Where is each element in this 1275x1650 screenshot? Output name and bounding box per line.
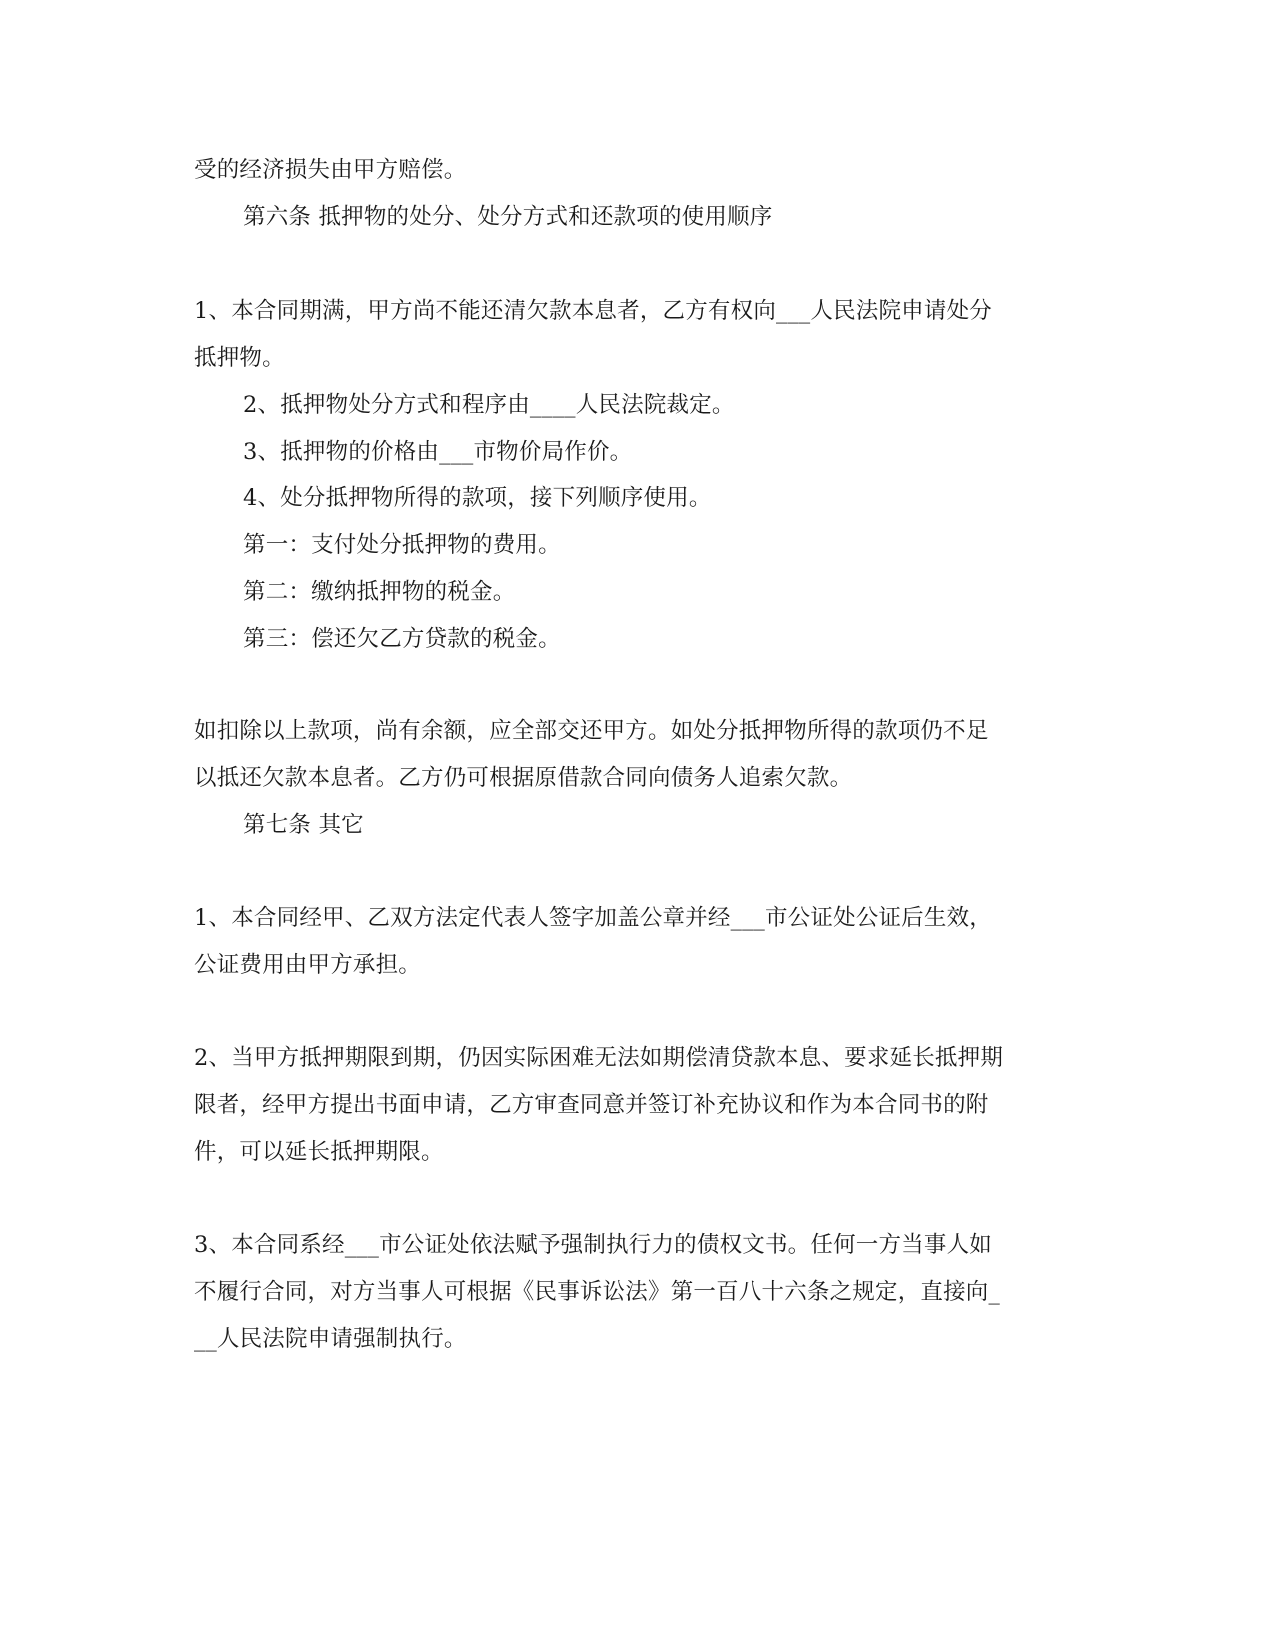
text-line: 件，可以延长抵押期限。 [194,1139,444,1165]
text-line: 抵押物。 [194,345,285,371]
text-line: 1、本合同期满，甲方尚不能还清欠款本息者，乙方有权向___人民法院申请处分 [194,298,992,324]
text-line: 限者，经甲方提出书面申请，乙方审查同意并签订补充协议和作为本合同书的附 [194,1092,989,1118]
article-6-heading: 第六条 抵押物的处分、处分方式和还款项的使用顺序 [243,204,773,230]
text-line: 第一：支付处分抵押物的费用。 [243,532,561,558]
text-line: 不履行合同，对方当事人可根据《民事诉讼法》第一百八十六条之规定，直接向_ [194,1279,1000,1305]
text-line: 3、抵押物的价格由___市物价局作价。 [243,439,633,465]
text-line: 1、本合同经甲、乙双方法定代表人签字加盖公章并经___市公证处公证后生效， [194,905,992,931]
text-line: 2、当甲方抵押期限到期，仍因实际困难无法如期偿清贷款本息、要求延长抵押期 [194,1045,1004,1071]
text-line: 第二：缴纳抵押物的税金。 [243,579,516,605]
text-line: 4、处分抵押物所得的款项，接下列顺序使用。 [243,485,712,511]
text-line: 公证费用由甲方承担。 [194,952,422,978]
article-7-heading: 第七条 其它 [243,812,364,838]
text-line: 以抵还欠款本息者。乙方仍可根据原借款合同向债务人追索欠款。 [194,765,853,791]
text-line: 受的经济损失由甲方赔偿。 [194,157,467,183]
text-line: __人民法院申请强制执行。 [194,1326,467,1352]
text-line: 如扣除以上款项，尚有余额，应全部交还甲方。如处分抵押物所得的款项仍不足 [194,718,989,744]
text-line: 第三：偿还欠乙方贷款的税金。 [243,626,561,652]
text-line: 2、抵押物处分方式和程序由____人民法院裁定。 [243,392,735,418]
text-line: 3、本合同系经___市公证处依法赋予强制执行力的债权文书。任何一方当事人如 [194,1232,992,1258]
